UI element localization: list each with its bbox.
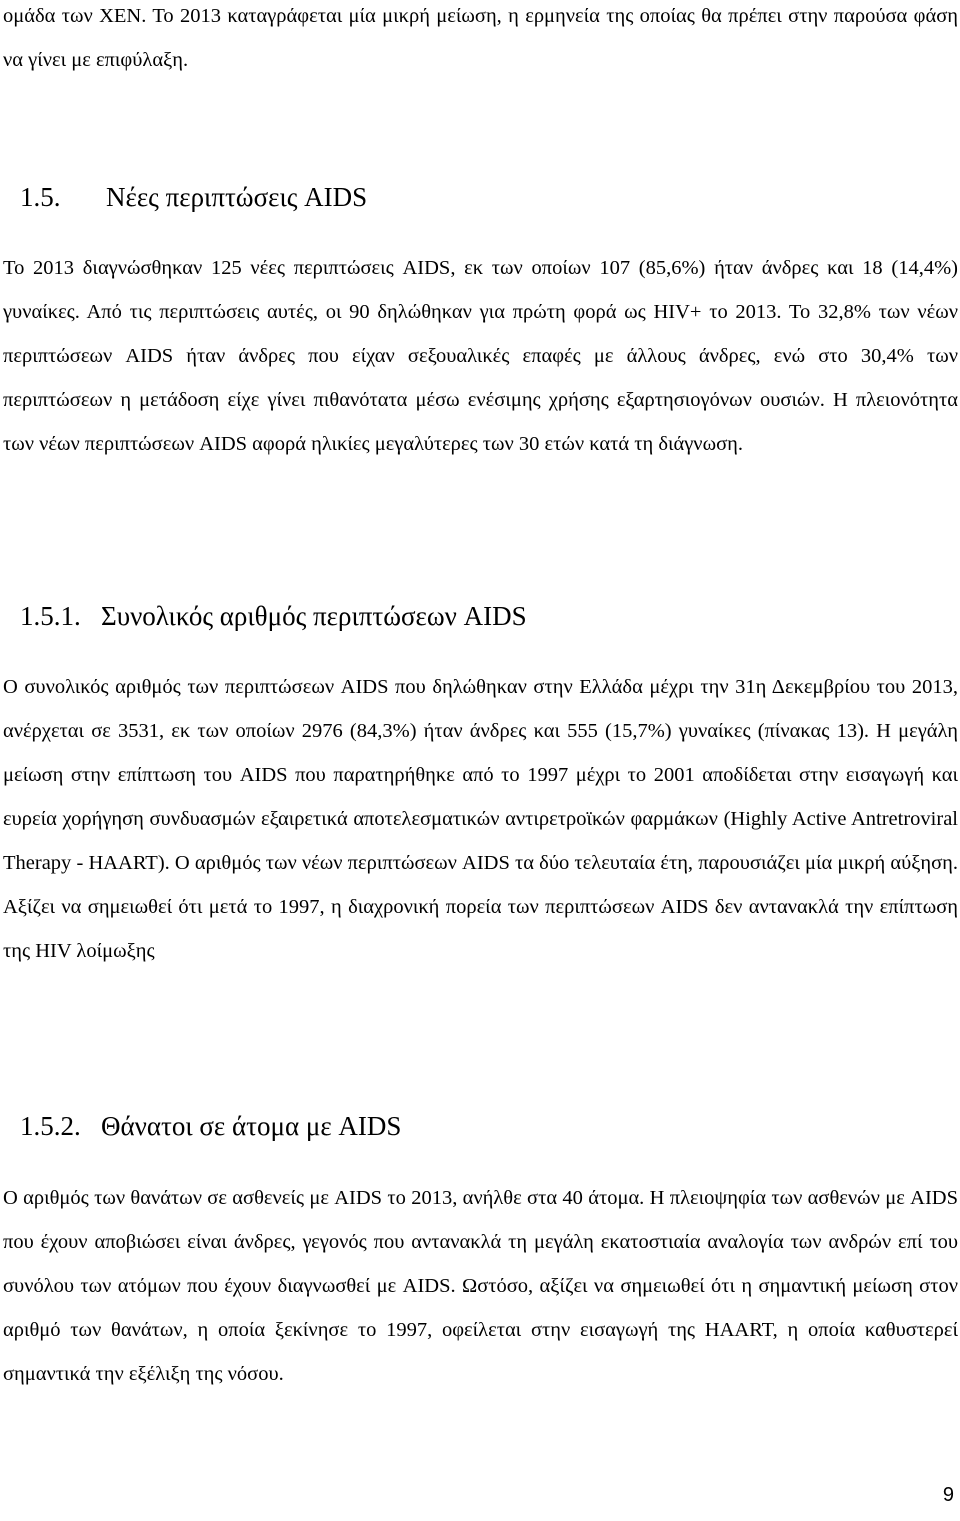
section-number: 1.5.2. xyxy=(20,1111,81,1141)
section-heading-new-cases xyxy=(20,180,367,214)
deaths-paragraph: Ο αριθμός των θανάτων σε ασθενείς με AIDS το 2013, ανήλθε στα 40 άτομα. Η πλειοψηφία των ασθενών με AIDS που έχουν αποβιώσει είναι άνδρες, γεγονός που αντανακλά τη μεγάλη εκατοστιαία αναλογία των ανδρών επί του συνόλου των ατόμων που έχουν διαγνωσθεί με AIDS. Ωστόσο, αξίζει να σημειωθεί ότι η σημαντική μείωση στον αριθμό των θανάτων, η οποία ξεκίνησε το 1997, οφείλεται στην εισαγωγή της HAART, η οποία καθυστερεί σημαντικά την εξέλιξη της νόσου. xyxy=(3,1187,958,1385)
section-number: 1.5. xyxy=(20,182,61,212)
section-title: Συνολικός αριθμός περιπτώσεων AIDS xyxy=(101,601,527,631)
intro-paragraph: ομάδα των ΧΕΝ. Το 2013 καταγράφεται μία μικρή μείωση, η ερμηνεία της οποίας θα πρέπει στην παρούσα φάση να γίνει με επιφύλαξη. xyxy=(3,5,958,71)
page-number: 9 xyxy=(942,1484,954,1506)
section-title: Θάνατοι σε άτομα με AIDS xyxy=(101,1111,402,1141)
new-cases-paragraph: Το 2013 διαγνώσθηκαν 125 νέες περιπτώσεις AIDS, εκ των οποίων 107 (85,6%) ήταν άνδρες και 18 (14,4%) γυναίκες. Από τις περιπτώσεις αυτές, οι 90 δηλώθηκαν για πρώτη φορά ως HIV+ το 2013. Το 32,8% των νέων περιπτώσεων AIDS ήταν άνδρες που είχαν σεξουαλικές επαφές με άλλους άνδρες, ενώ στο 30,4% των περιπτώσεων η μετάδοση είχε γίνει πιθανότατα μέσω ενέσιμης χρήσης εξαρτησιογόνων ουσιών. Η πλειονότητα των νέων περιπτώσεων AIDS αφορά ηλικίες μεγαλύτερες των 30 ετών κατά τη διάγνωση. xyxy=(3,257,958,455)
section-number: 1.5.1. xyxy=(20,601,81,631)
section-heading-total-cases xyxy=(20,599,527,633)
total-cases-paragraph: Ο συνολικός αριθμός των περιπτώσεων AIDS που δηλώθηκαν στην Ελλάδα μέχρι την 31η Δεκεμβρίου του 2013, ανέρχεται σε 3531, εκ των οποίων 2976 (84,3%) ήταν άνδρες και 555 (15,7%) γυναίκες (πίνακας 13). Η μεγάλη μείωση στην επίπτωση του AIDS που παρατηρήθηκε από το 1997 μέχρι το 2001 αποδίδεται στην εισαγωγή και ευρεία χορήγηση συνδυασμών εξαιρετικά αποτελεσματικών αντιρετροϊκών φαρμάκων (Highly Active Antretroviral Therapy - HAART). Ο αριθμός των νέων περιπτώσεων AIDS τα δύο τελευταία έτη, παρουσιάζει μία μικρή αύξηση. Αξίζει να σημειωθεί ότι μετά το 1997, η διαχρονική πορεία των περιπτώσεων AIDS δεν αντανακλά την επίπτωση της HIV λοίμωξης xyxy=(3,676,958,962)
section-title: Νέες περιπτώσεις AIDS xyxy=(106,182,368,212)
section-heading-deaths xyxy=(20,1109,401,1143)
